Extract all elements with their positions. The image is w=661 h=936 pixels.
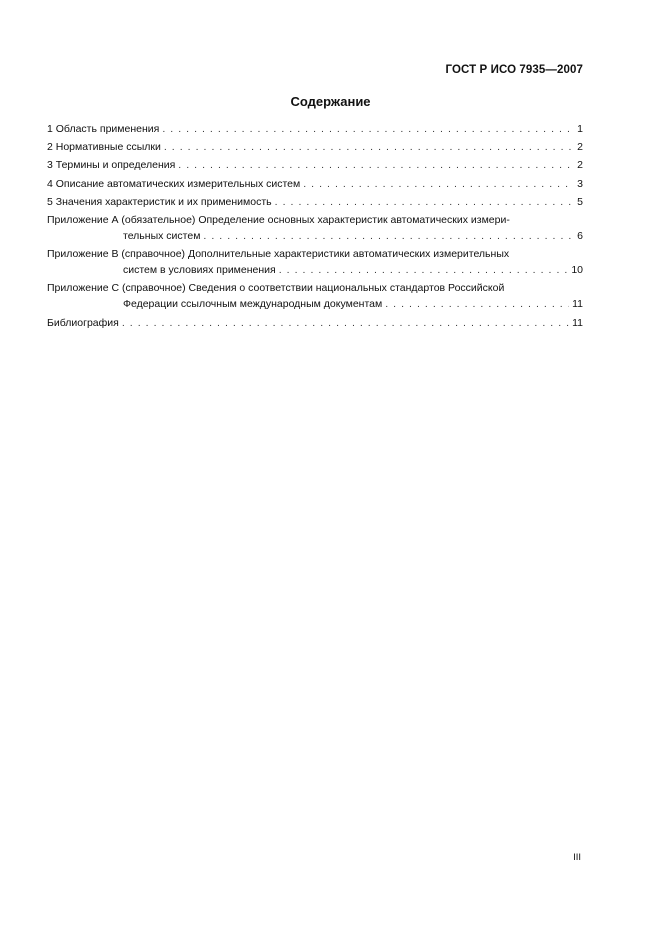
toc-leader-dots — [203, 228, 572, 244]
toc-entry-label: 1 Область применения — [47, 123, 160, 135]
toc-entry-page: 2 — [577, 159, 583, 172]
toc-entry-annex-b[interactable] — [47, 246, 583, 278]
toc-entry-bibliography[interactable] — [47, 315, 583, 331]
toc-entry-scope[interactable] — [47, 121, 583, 137]
table-of-contents — [47, 121, 583, 333]
toc-entry-page: 1 — [577, 123, 583, 135]
toc-leader-dots — [162, 121, 572, 137]
toc-title: Содержание — [290, 94, 371, 109]
toc-entry-label-continued: систем в условиях применения — [123, 264, 276, 277]
toc-entry-terms-definitions[interactable] — [47, 157, 583, 173]
toc-leader-dots — [122, 315, 569, 331]
toc-entry-page: 10 — [571, 264, 583, 277]
toc-entry-label: 5 Значения характеристик и их применимость — [47, 195, 272, 208]
toc-leader-dots — [164, 139, 572, 155]
toc-entry-label: Библиография — [47, 316, 119, 329]
toc-leader-dots — [275, 194, 572, 210]
toc-entry-label: 4 Описание автоматических измерительных систем — [47, 177, 301, 190]
toc-entry-label: Приложение С (справочное) Сведения о соответствии национальных стандартов Российской — [47, 282, 505, 295]
toc-entry-page: 3 — [577, 177, 583, 190]
toc-entry-page: 6 — [577, 229, 583, 242]
toc-entry-page: 11 — [572, 298, 583, 311]
toc-entry-normative-references[interactable] — [47, 139, 583, 155]
toc-leader-dots — [279, 262, 569, 278]
toc-leader-dots — [385, 296, 569, 312]
toc-entry-page: 5 — [577, 195, 583, 208]
document-code: ГОСТ Р ИСО 7935—2007 — [445, 64, 583, 76]
toc-entry-label: 2 Нормативные ссылки — [47, 141, 161, 154]
toc-entry-label-continued: Федерации ссылочным международным документам — [123, 298, 383, 311]
toc-leader-dots — [178, 157, 572, 173]
toc-entry-annex-c[interactable] — [47, 280, 583, 312]
toc-leader-dots — [303, 176, 572, 192]
toc-entry-system-description[interactable] — [47, 176, 583, 192]
toc-entry-label: 3 Термины и определения — [47, 159, 176, 172]
toc-entry-annex-a[interactable] — [47, 212, 583, 244]
toc-entry-characteristics[interactable] — [47, 194, 583, 210]
toc-entry-page: 2 — [577, 141, 583, 154]
toc-entry-label: Приложение А (обязательное) Определение основных характеристик автоматических измери- — [47, 213, 510, 226]
toc-entry-label: Приложение В (справочное) Дополнительные характеристики автоматических измерительных — [47, 248, 510, 261]
page-number: III — [573, 852, 581, 863]
toc-entry-label-continued: тельных систем — [123, 229, 201, 242]
toc-entry-page: 11 — [572, 316, 583, 329]
